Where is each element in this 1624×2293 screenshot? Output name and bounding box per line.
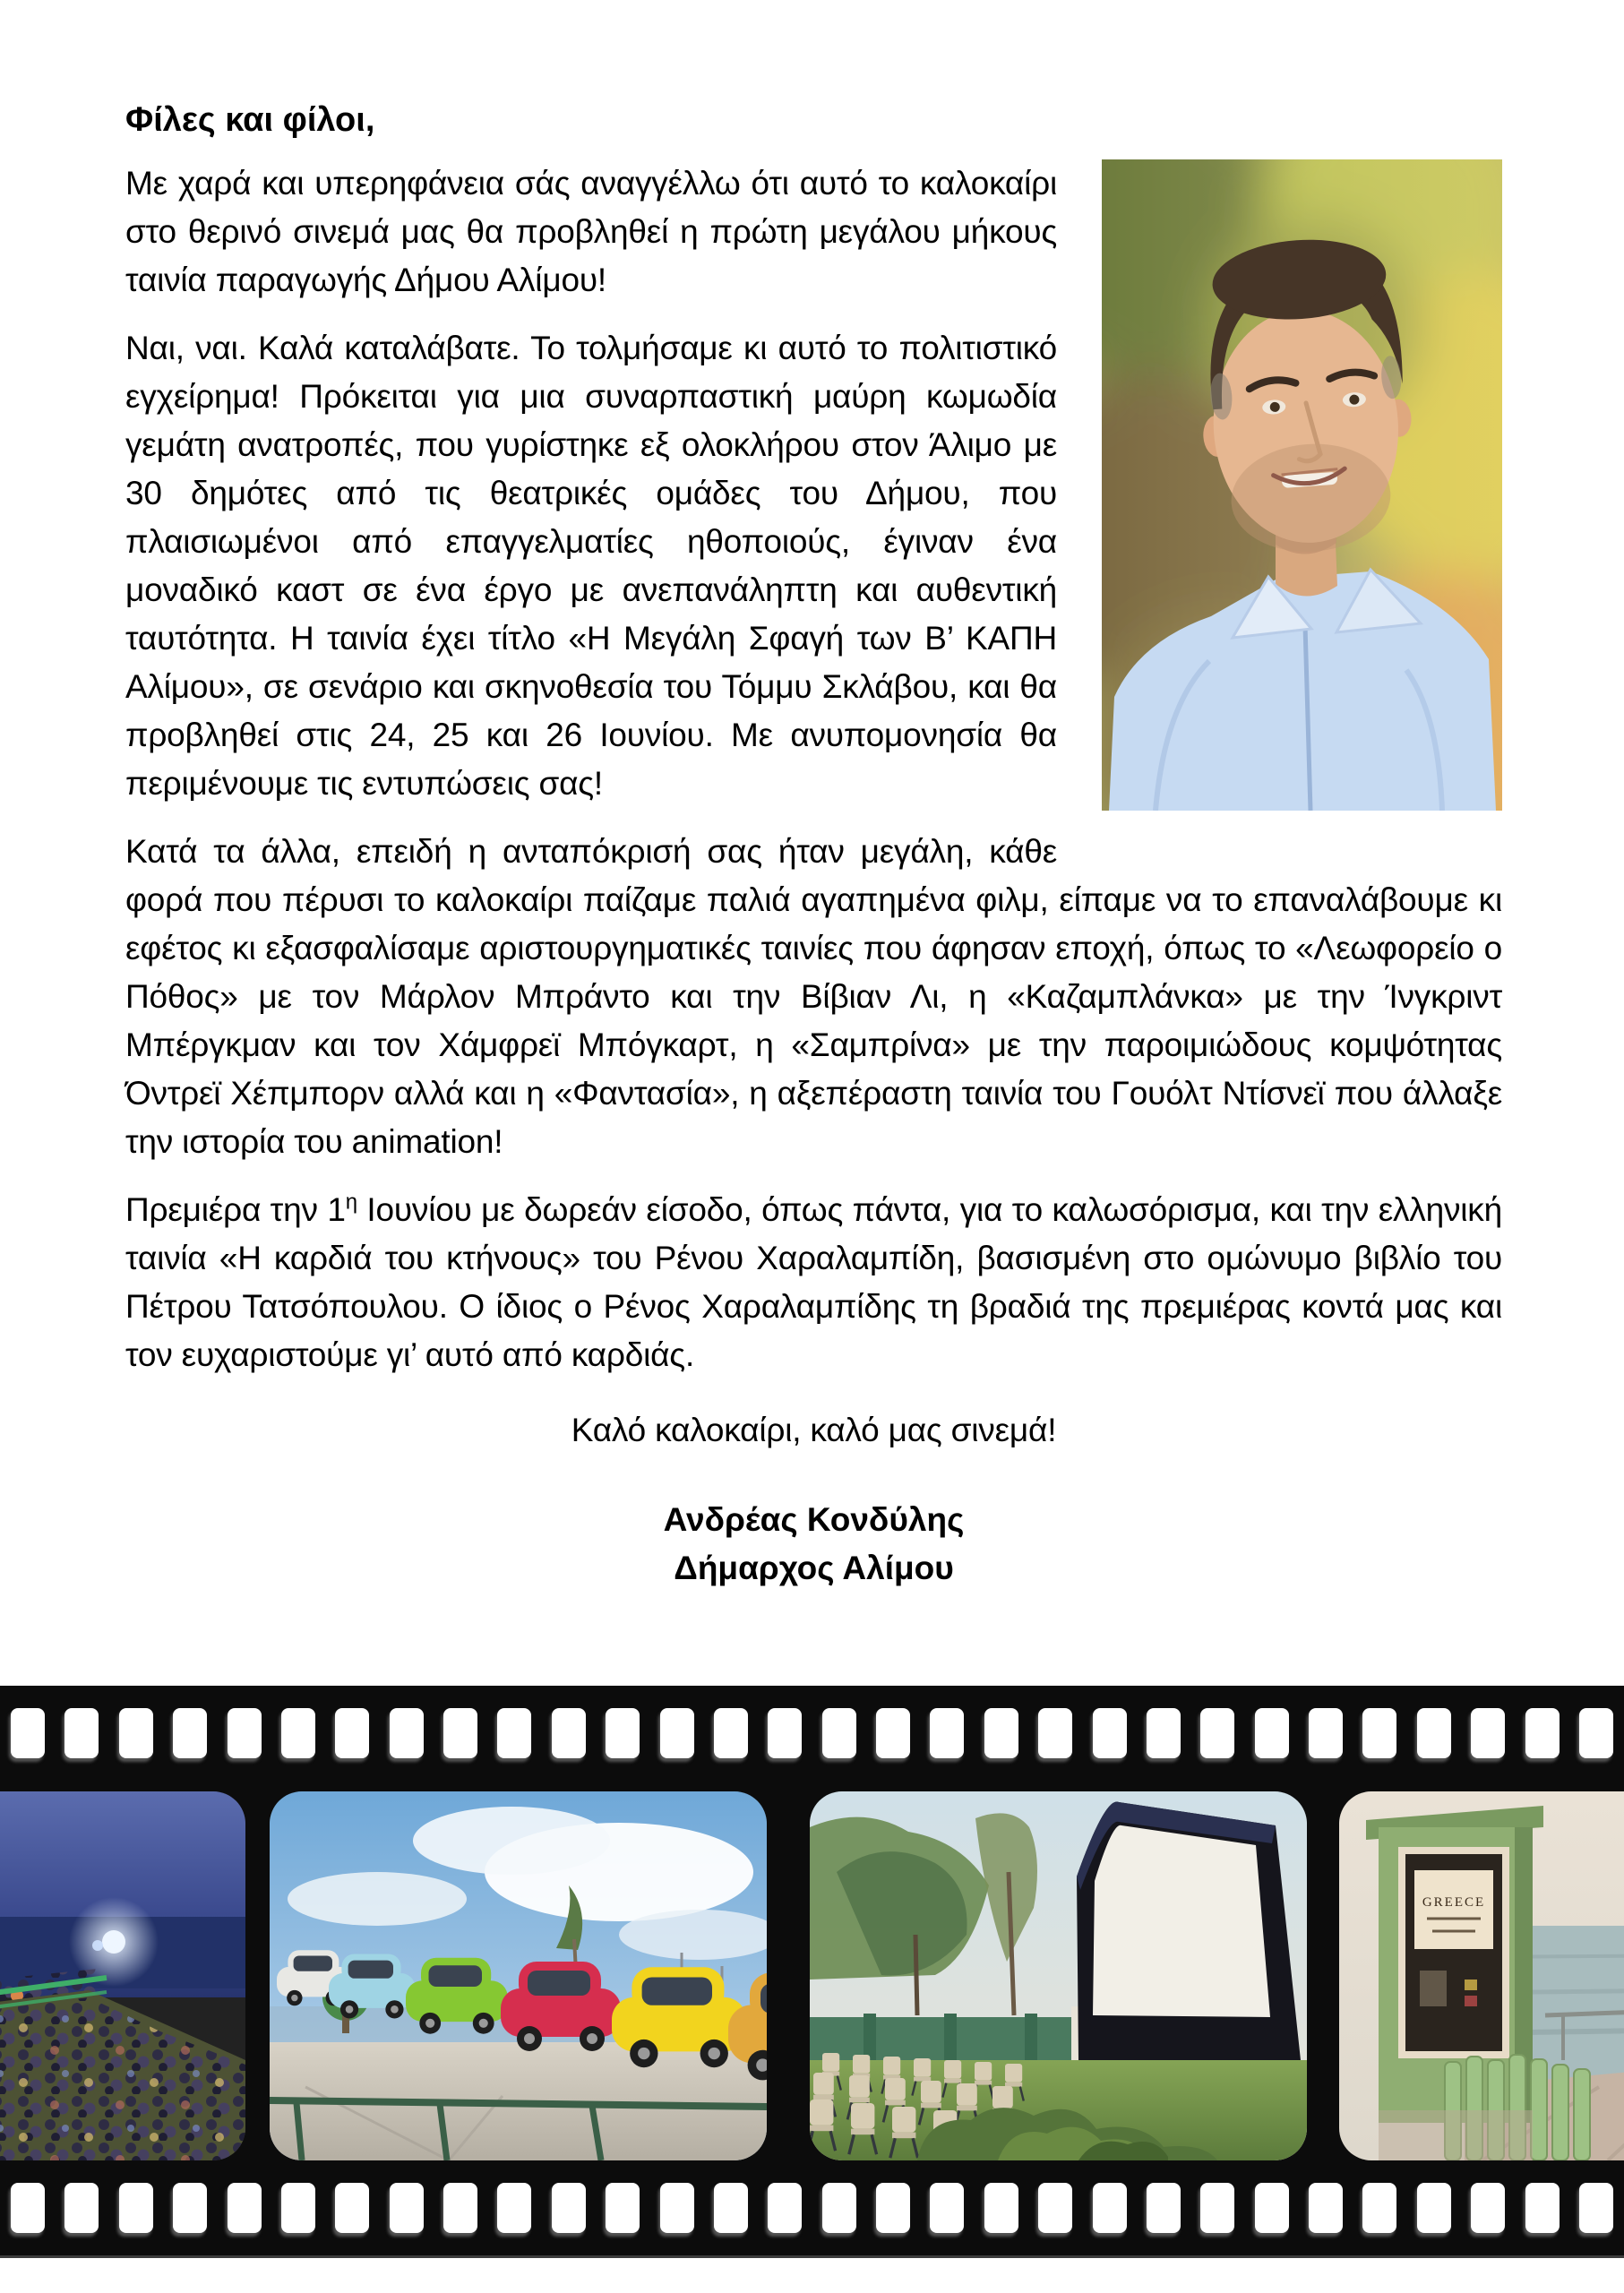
sprocket-hole xyxy=(876,1708,910,1758)
sprocket-hole xyxy=(876,2183,910,2233)
sprocket-hole xyxy=(228,2183,262,2233)
sprocket-hole xyxy=(606,1708,640,1758)
sprocket-hole xyxy=(497,1708,531,1758)
sprocket-hole xyxy=(1309,2183,1343,2233)
sprocket-hole xyxy=(1255,2183,1289,2233)
sprocket-hole xyxy=(1471,2183,1505,2233)
sprocket-hole xyxy=(822,1708,856,1758)
sprocket-hole xyxy=(64,1708,99,1758)
filmstrip-photo-seaside-kiosk xyxy=(1339,1791,1624,2160)
sprocket-hole xyxy=(228,1708,262,1758)
mayor-portrait-photo xyxy=(1102,159,1502,811)
sprocket-hole xyxy=(1200,1708,1234,1758)
sprocket-hole xyxy=(1255,1708,1289,1758)
sprocket-hole xyxy=(660,1708,694,1758)
sprocket-hole xyxy=(281,1708,315,1758)
sprocket-hole xyxy=(335,2183,369,2233)
sprocket-hole xyxy=(119,1708,153,1758)
sprocket-hole xyxy=(335,1708,369,1758)
filmstrip-photo-night-cinema xyxy=(0,1791,245,2160)
sprocket-hole xyxy=(1579,2183,1613,2233)
salutation-heading: Φίλες και φίλοι, xyxy=(125,101,375,139)
signature-name: Ανδρέας Κονδύλης xyxy=(663,1500,965,1538)
sprocket-hole xyxy=(281,2183,315,2233)
sprocket-hole xyxy=(497,2183,531,2233)
closing-line: Καλό καλοκαίρι, καλό μας σινεμά! xyxy=(571,1411,1057,1448)
sprocket-hole xyxy=(1471,1708,1505,1758)
sprocket-hole xyxy=(390,1708,424,1758)
sprocket-hole xyxy=(1147,2183,1181,2233)
paragraph-announcement: Με χαρά και υπερηφάνεια σάς αναγγέλλω ότι αυτό το καλοκαίρι στο θερινό σινεμά μας θα προβληθεί η πρώτη μεγάλου μήκους ταινία παραγωγής Δήμου Αλίμου! xyxy=(125,164,1057,298)
sprocket-hole xyxy=(1309,1708,1343,1758)
paragraph-premiere xyxy=(125,1186,1502,1379)
sprocket-hole xyxy=(1417,1708,1451,1758)
sprocket-hole xyxy=(768,1708,802,1758)
sprocket-hole xyxy=(1525,1708,1560,1758)
sprocket-hole xyxy=(714,1708,748,1758)
sprocket-hole xyxy=(1038,2183,1072,2233)
sprocket-holes-bottom xyxy=(0,2183,1624,2233)
sprocket-hole xyxy=(1417,2183,1451,2233)
paragraph-classic-films: Κατά τα άλλα, επειδή η ανταπόκρισή σας ήταν μεγάλη, κάθε φορά που πέρυσι το καλοκαίρι παίζαμε παλιά αγαπημένα φιλμ, είπαμε να το επαναλάβουμε κι εφέτος κι εξασφαλίσαμε αριστουργηματικές ταινίες που άφησαν εποχή, όπως το «Λεωφορείο ο Πόθος» με τον Μάρλον Μπράντο και την Βίβιαν Λι, η «Καζαμπλάνκα» με την Ίνγκριντ Μπέργκμαν και τον Χάμφρεϊ Μπόγκαρτ, η «Σαμπρίνα» με την παροιμιώδους κομψότητας Όντρεϊ Χέπμπορν αλλά και η «Φαντασία», η αξεπέραστη ταινία του Γουόλτ Ντίσνεϊ που άλλαξε την ιστορία του animation! xyxy=(125,832,1502,1160)
sprocket-hole xyxy=(1093,2183,1127,2233)
poster-title: GREECE xyxy=(1422,1895,1486,1910)
signature-title: Δήμαρχος Αλίμου xyxy=(674,1549,954,1586)
portrait-illustration xyxy=(1102,159,1502,811)
sprocket-hole xyxy=(173,1708,207,1758)
sprocket-hole xyxy=(1579,1708,1613,1758)
premiere-text-rest: Ιουνίου με δωρεάν είσοδο, όπως πάντα, για το καλωσόρισμα, και την ελληνική ταινία «Η καρδιά του κτήνους» του Ρένου Χαραλαμπίδη, βασισμένη στο ομώνυμο βιβλίο του Πέτρου Τατσόπουλου. Ο ίδιος ο Ρένος Χαραλαμπίδης τη βραδιά της πρεμιέρας κοντά μας και τον ευχαριστούμε γι’ αυτό από καρδιάς. xyxy=(125,1190,1502,1373)
filmstrip-photo-fiat-cars xyxy=(270,1791,767,2160)
paragraph-movie-details: Ναι, ναι. Καλά καταλάβατε. Το τολμήσαμε κι αυτό το πολιτιστικό εγχείρημα! Πρόκειται για μια συναρπαστική μαύρη κωμωδία γεμάτη ανατροπές, που γυρίστηκε εξ ολοκλήρου στον Άλιμο με 30 δημότες από τις θεατρικές ομάδες του Δήμου, που πλαισιωμένοι από επαγγελματίες ηθοποιούς, έγιναν ένα μοναδικό καστ σε ένα έργο με ανεπανάληπτη και αυθεντική ταυτότητα. Η ταινία έχει τίτλο «Η Μεγάλη Σφαγή των Β’ ΚΑΠΗ Αλίμου», σε σενάριο και σκηνοθεσία του Τόμμυ Σκλάβου, και θα προβληθεί στις 24, 25 και 26 Ιουνίου. Με ανυπομονησία θα περιμένουμε τις εντυπώσεις σας! xyxy=(125,329,1057,802)
sprocket-hole xyxy=(714,2183,748,2233)
sprocket-hole xyxy=(11,1708,45,1758)
sprocket-hole xyxy=(1525,2183,1560,2233)
letter-content xyxy=(125,100,1502,1593)
sprocket-hole xyxy=(930,2183,964,2233)
sprocket-hole xyxy=(984,1708,1018,1758)
filmstrip-photo-outdoor-screen xyxy=(810,1791,1307,2160)
sprocket-hole xyxy=(984,2183,1018,2233)
sprocket-hole xyxy=(606,2183,640,2233)
sprocket-hole xyxy=(64,2183,99,2233)
premiere-text-start: Πρεμιέρα την 1 xyxy=(125,1190,346,1228)
sprocket-hole xyxy=(822,2183,856,2233)
filmstrip xyxy=(0,1686,1624,2258)
sprocket-hole xyxy=(930,1708,964,1758)
sprocket-hole xyxy=(119,2183,153,2233)
sprocket-hole xyxy=(443,1708,477,1758)
sprocket-hole xyxy=(660,2183,694,2233)
sprocket-hole xyxy=(1362,2183,1396,2233)
sprocket-hole xyxy=(1200,2183,1234,2233)
sprocket-hole xyxy=(390,2183,424,2233)
sprocket-hole xyxy=(1093,1708,1127,1758)
sprocket-hole xyxy=(1147,1708,1181,1758)
ordinal-suffix: η xyxy=(345,1189,357,1215)
sprocket-hole xyxy=(552,2183,586,2233)
sprocket-hole xyxy=(1362,1708,1396,1758)
sprocket-hole xyxy=(552,1708,586,1758)
sprocket-hole xyxy=(443,2183,477,2233)
sprocket-hole xyxy=(1038,1708,1072,1758)
signature-block xyxy=(125,1496,1502,1593)
sprocket-hole xyxy=(173,2183,207,2233)
sprocket-holes-top xyxy=(0,1708,1624,1758)
sprocket-hole xyxy=(768,2183,802,2233)
sprocket-hole xyxy=(11,2183,45,2233)
